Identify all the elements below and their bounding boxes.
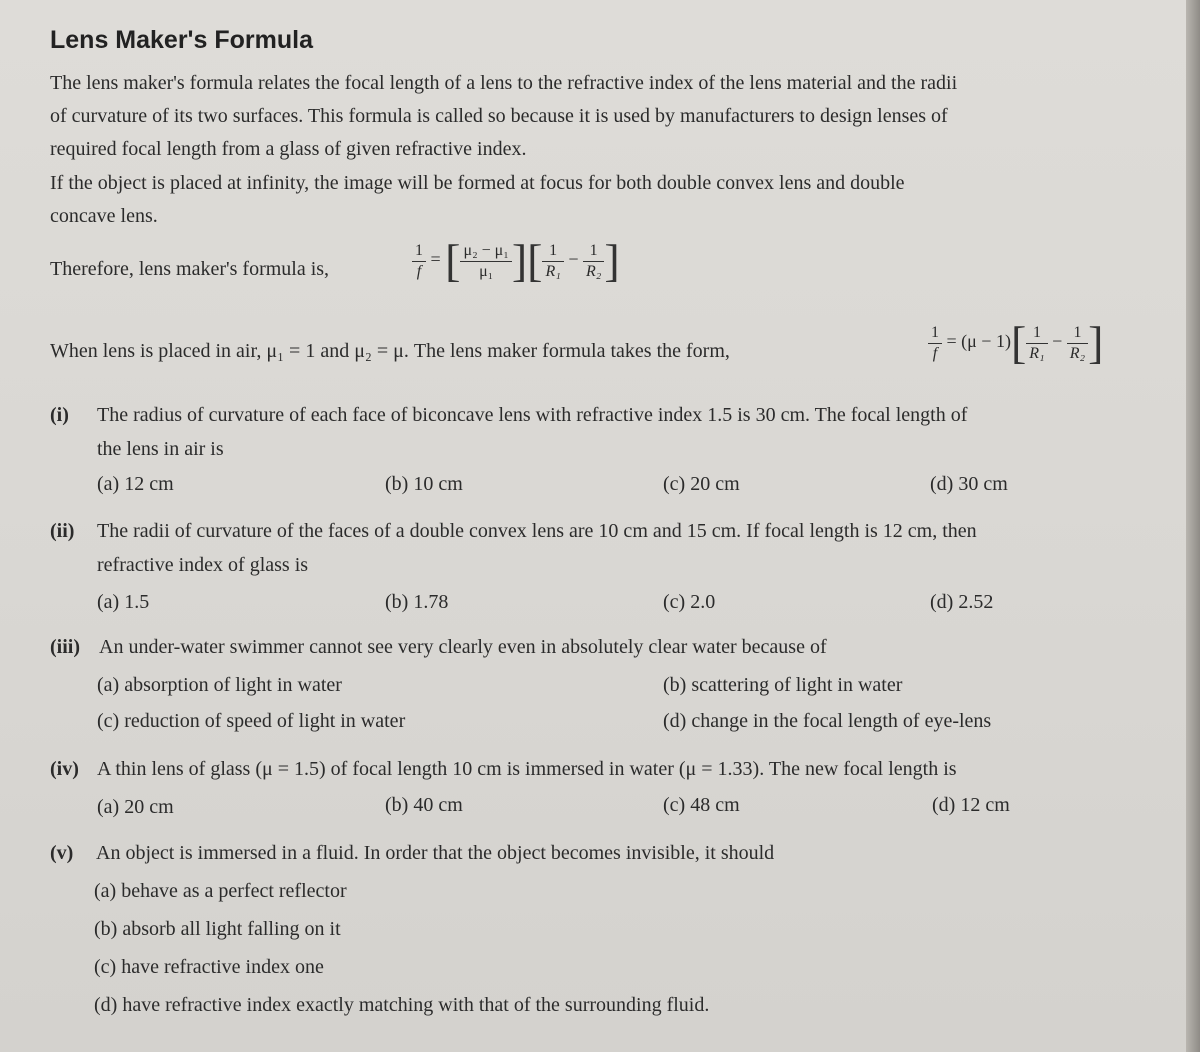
question-2-option-a: (a) 1.5 <box>97 591 150 613</box>
question-3-option-a: (a) absorption of light in water <box>97 674 342 696</box>
lens-maker-formula: $\frac{1}{f}$ = [ $\frac{\text{μ₂ − μ₁}}{\text{μ₁}}$ ][ $\frac{1}{\text{R₁}}$ − $\frac{1}{\text{R₂}}$ ] <box>412 238 620 284</box>
question-4-option-b: (b) 40 cm <box>385 794 463 816</box>
question-5-option-b: (b) absorb all light falling on it <box>94 918 341 940</box>
formula1-lead: Therefore, lens maker's formula is, <box>50 258 330 280</box>
page-edge <box>1186 0 1200 1052</box>
question-4-option-d: (d) 12 cm <box>932 794 1010 816</box>
question-1-option-a: (a) 12 cm <box>97 473 174 495</box>
question-4-number: (iv) <box>50 758 79 780</box>
question-4-text: A thin lens of glass (μ = 1.5) of focal length 10 cm is immersed in water (μ = 1.33). The new focal length is <box>97 758 957 780</box>
question-4-option-c: (c) 48 cm <box>663 794 740 816</box>
formula2-r2-term: $\frac{1}{\text{R₂}}$ <box>1067 323 1088 364</box>
question-4-option-a: (a) 20 cm <box>97 796 174 818</box>
formula1-mu-term: $\frac{\text{μ₂ − μ₁}}{\text{μ₁}}$ <box>460 241 511 282</box>
formula2-equals: = (μ − 1) <box>946 331 1011 352</box>
formula1-lhs: $\frac{1}{f}$ <box>412 241 426 282</box>
question-5-option-c: (c) have refractive index one <box>94 956 324 978</box>
question-5-text: An object is immersed in a fluid. In order that the object becomes invisible, it should <box>96 842 775 864</box>
question-3-number: (iii) <box>50 636 80 658</box>
formula2-minus: − <box>1052 331 1063 352</box>
intro-line-5: concave lens. <box>50 205 158 227</box>
intro-line-4: If the object is placed at infinity, the image will be formed at focus for both double convex lens and double <box>50 172 905 194</box>
question-2-option-b: (b) 1.78 <box>385 591 449 613</box>
intro-line-1: The lens maker's formula relates the focal length of a lens to the refractive index of the lens material and the radii <box>50 72 958 94</box>
question-3-option-c: (c) reduction of speed of light in water <box>97 710 406 732</box>
formula2-r1-term: $\frac{1}{\text{R₁}}$ <box>1026 323 1047 364</box>
section-title: Lens Maker's Formula <box>50 26 313 54</box>
formula1-r1-term: $\frac{1}{\text{R₁}}$ <box>542 241 563 282</box>
question-2-text: The radii of curvature of the faces of a double convex lens are 10 cm and 15 cm. If focal length is 12 cm, then <box>97 520 977 542</box>
question-2-text-cont: refractive index of glass is <box>97 554 309 576</box>
question-1-option-c: (c) 20 cm <box>663 473 740 495</box>
lens-maker-formula-air: $\frac{1}{f}$ = (μ − 1)[ $\frac{1}{\text{R₁}}$ − $\frac{1}{\text{R₂}}$ ] <box>928 320 1103 366</box>
question-2-number: (ii) <box>50 520 75 542</box>
question-1-text-cont: the lens in air is <box>97 438 224 460</box>
intro-line-2: of curvature of its two surfaces. This formula is called so because it is used by manufacturers to design lenses of <box>50 105 948 127</box>
question-5-number: (v) <box>50 842 74 864</box>
intro-line-3: required focal length from a glass of given refractive index. <box>50 138 527 160</box>
question-3-text: An under-water swimmer cannot see very clearly even in absolutely clear water because of <box>99 636 827 658</box>
question-1-option-b: (b) 10 cm <box>385 473 463 495</box>
formula1-r2-term: $\frac{1}{\text{R₂}}$ <box>583 241 604 282</box>
formula2-lhs: $\frac{1}{f}$ <box>928 323 942 364</box>
question-2-option-d: (d) 2.52 <box>930 591 994 613</box>
question-2-option-c: (c) 2.0 <box>663 591 716 613</box>
formula2-lead: When lens is placed in air, μ₁ = 1 and μ₂ = μ. The lens maker formula takes the form, <box>50 340 730 362</box>
question-1-option-d: (d) 30 cm <box>930 473 1008 495</box>
formula1-minus: − <box>568 249 579 270</box>
question-3-option-b: (b) scattering of light in water <box>663 674 903 696</box>
question-5-option-a: (a) behave as a perfect reflector <box>94 880 347 902</box>
question-3-option-d: (d) change in the focal length of eye-lens <box>663 710 992 732</box>
formula1-equals: = <box>430 249 441 270</box>
question-1-number: (i) <box>50 404 69 426</box>
question-5-option-d: (d) have refractive index exactly matching with that of the surrounding fluid. <box>94 994 710 1016</box>
question-1-text: The radius of curvature of each face of biconcave lens with refractive index 1.5 is 30 cm. The focal length of <box>97 404 968 426</box>
